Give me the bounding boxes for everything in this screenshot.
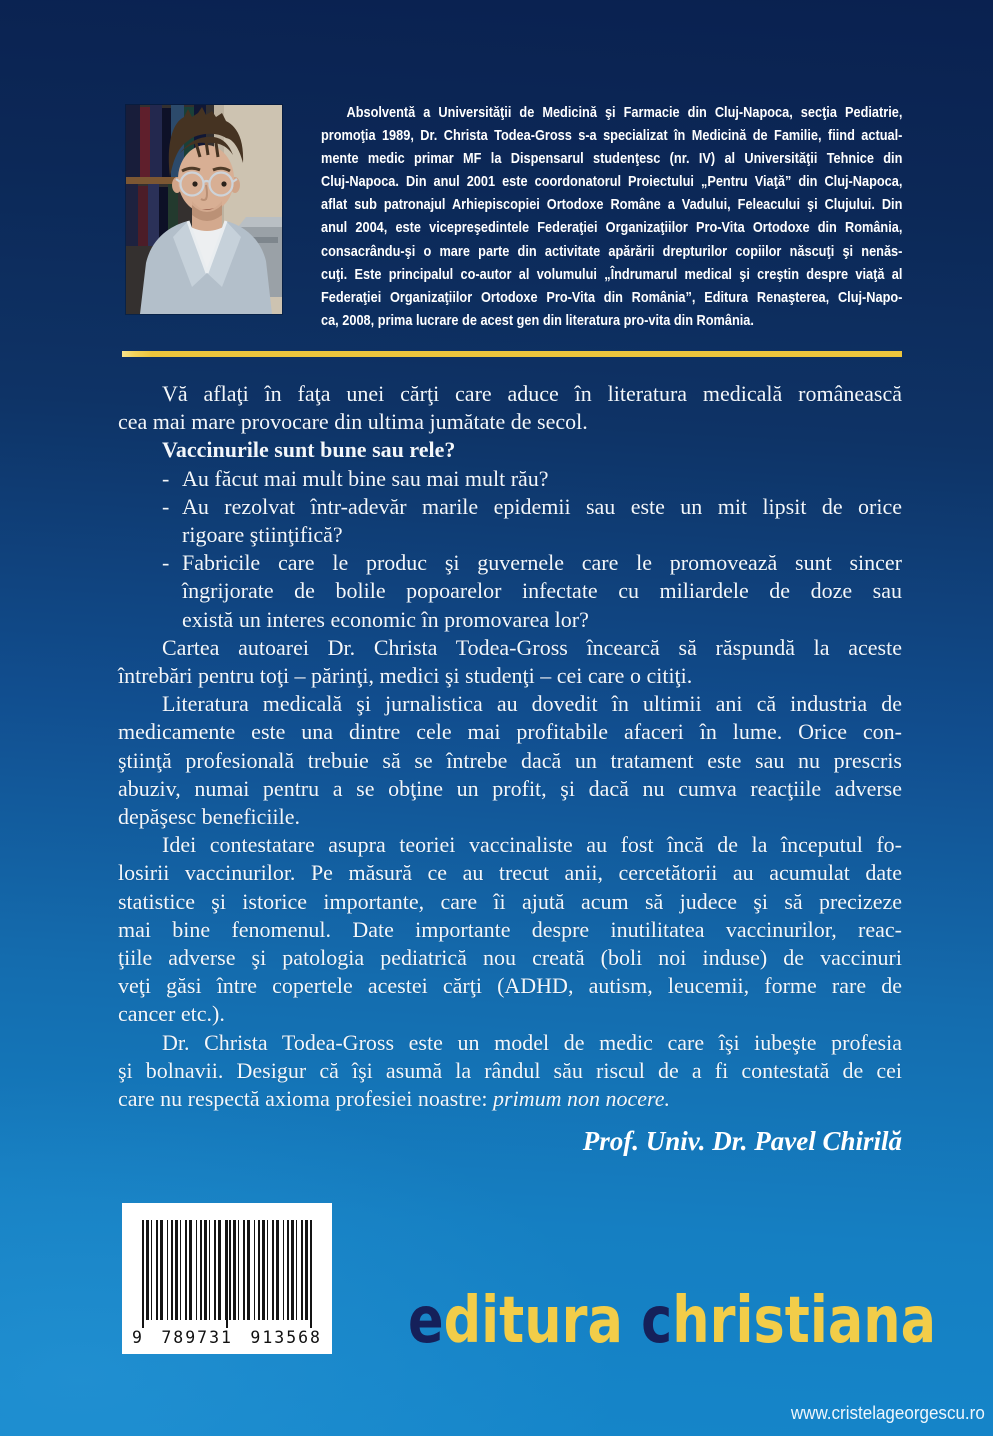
website-url: www.cristelageorgescu.ro xyxy=(791,1402,985,1423)
list-item-text: Au rezolvat într-adevăr marile epidemii sau este un mit lipsit de orice rigoare ştiinţifică? xyxy=(182,493,902,548)
barcode-group-2: 913568 xyxy=(250,1328,322,1347)
dash-marker: - xyxy=(162,465,170,491)
author-bio: Absolventă a Universităţii de Medicină şi Farmacie din Cluj-Napoca, secţia Pediatrie, promoţia 1989, Dr. Christa Todea-Gross s-a specializat în Medicină de Familie, fiind actual- mente medic primar MF la Dispensarul studenţesc (nr. IV) al Universităţii Tehnice din Cluj-Napoca. Din anul 2001 este coordonatorul Proiectului „Pentru Viaţă” din Cluj-Napoca, aflat sub patronajul Arhiepiscopiei Ortodoxe Române a Vadului, Feleacului şi Clujului. Din anul 2004, este vicepreşedintele Federaţiei Organizaţiilor Pro-Vita Ortodoxe din România, consacrându-şi o mare parte din activitate apărării drepturilor copiilor născuţi şi nenăs- cuţi. Este principalul co-autor al volumului „Îndrumarul medical şi creştin despre viaţă al Federaţiei Organizaţiilor Ortodoxe Pro-Vita din România”, Editura Renaşterea, Cluj-Napo- ca, 2008, prima lucrare de acest gen din literatura pro-vita din România. xyxy=(321,104,903,329)
question-heading: Vaccinurile sunt bune sau rele? xyxy=(162,437,456,463)
isbn-barcode xyxy=(122,1203,332,1354)
barcode-guard-bar xyxy=(142,1220,144,1342)
barcode-digits xyxy=(122,1328,332,1348)
author-portrait-image xyxy=(126,105,282,314)
barcode-guard-bar xyxy=(226,1220,228,1342)
logo-space xyxy=(623,1284,641,1358)
body-text xyxy=(118,380,902,1113)
logo-word-christiana: hristiana xyxy=(672,1284,937,1358)
barcode-digit-left: 9 xyxy=(132,1328,144,1347)
publisher-logo xyxy=(408,1284,937,1358)
list-item xyxy=(118,549,902,634)
latin-axiom-italic: primum non nocere. xyxy=(493,1086,671,1112)
paragraph-model: Dr. Christa Todea-Gross este un model de medic care îşi iubeşte profesia şi bolnavii. Desigur că îşi asumă la rândul său riscul de a fi contestată de cei xyxy=(118,1029,902,1083)
logo-letter-c: c xyxy=(641,1284,673,1358)
paragraph-idei: Idei contestatare asupra teoriei vaccinaliste au fost încă de la începutul fo- losirii vaccinurilor. Pe măsură ce au trecut anii, cercetătorii au acumulat date statistice şi istorice importante, care îi ajută acum să judece şi să precizeze mai bine fenomenul. Date importante despre inutilitatea vaccinurilor, reac- ţiile adverse şi patologia pediatrică nou creată (boli noi induse) de vaccinuri veţi găsi între copertele acestei cărţi (ADHD, autism, leucemii, forme rare de cancer etc.). xyxy=(118,832,902,1027)
barcode-group-1: 789731 xyxy=(161,1328,233,1347)
list-item-text: Fabricile care le produc şi guvernele care le promovează sunt sincer îngrijorate de bolile popoarelor infectate cu miliardele de doze sau există un interes economic în promovarea lor? xyxy=(182,550,902,632)
signature: Prof. Univ. Dr. Pavel Chirilă xyxy=(582,1126,902,1156)
list-item xyxy=(118,465,902,493)
logo-word-editura: ditura xyxy=(443,1284,623,1358)
dash-marker: - xyxy=(162,550,170,576)
divider-rule xyxy=(122,351,902,357)
closing-text: care nu respectă axioma profesiei noastre: xyxy=(118,1086,494,1112)
paragraph-literatura: Literatura medicală şi jurnalistica au dovedit în ultimii ani că industria de medicamente este una dintre cele mai profitabile afaceri în lume. Orice con- ştiinţă profesională trebuie să se întrebe dacă un tratament este sau nu prescris abuziv, numai pentru a se obţine un profit, şi dacă nu cumva reacţiile adverse depăşesc beneficiile. xyxy=(118,691,902,830)
dash-marker: - xyxy=(162,493,170,519)
barcode-guard-bar xyxy=(310,1220,312,1342)
author-photo xyxy=(126,105,282,314)
paragraph-intro: Vă aflaţi în faţa unei cărţi care aduce în literatura medicală românească cea mai mare provocare din ultima jumătate de secol. xyxy=(118,381,902,435)
list-item xyxy=(118,493,902,549)
paragraph-cartea: Cartea autoarei Dr. Christa Todea-Gross încearcă să răspundă la aceste întrebări pentru toţi – părinţi, medici şi studenţi – cei care o citiţi. xyxy=(118,634,902,689)
list-item-text: Au făcut mai mult bine sau mai mult rău? xyxy=(182,465,549,491)
logo-letter-e: e xyxy=(408,1284,444,1358)
paragraph-model-lastline xyxy=(118,1085,902,1113)
